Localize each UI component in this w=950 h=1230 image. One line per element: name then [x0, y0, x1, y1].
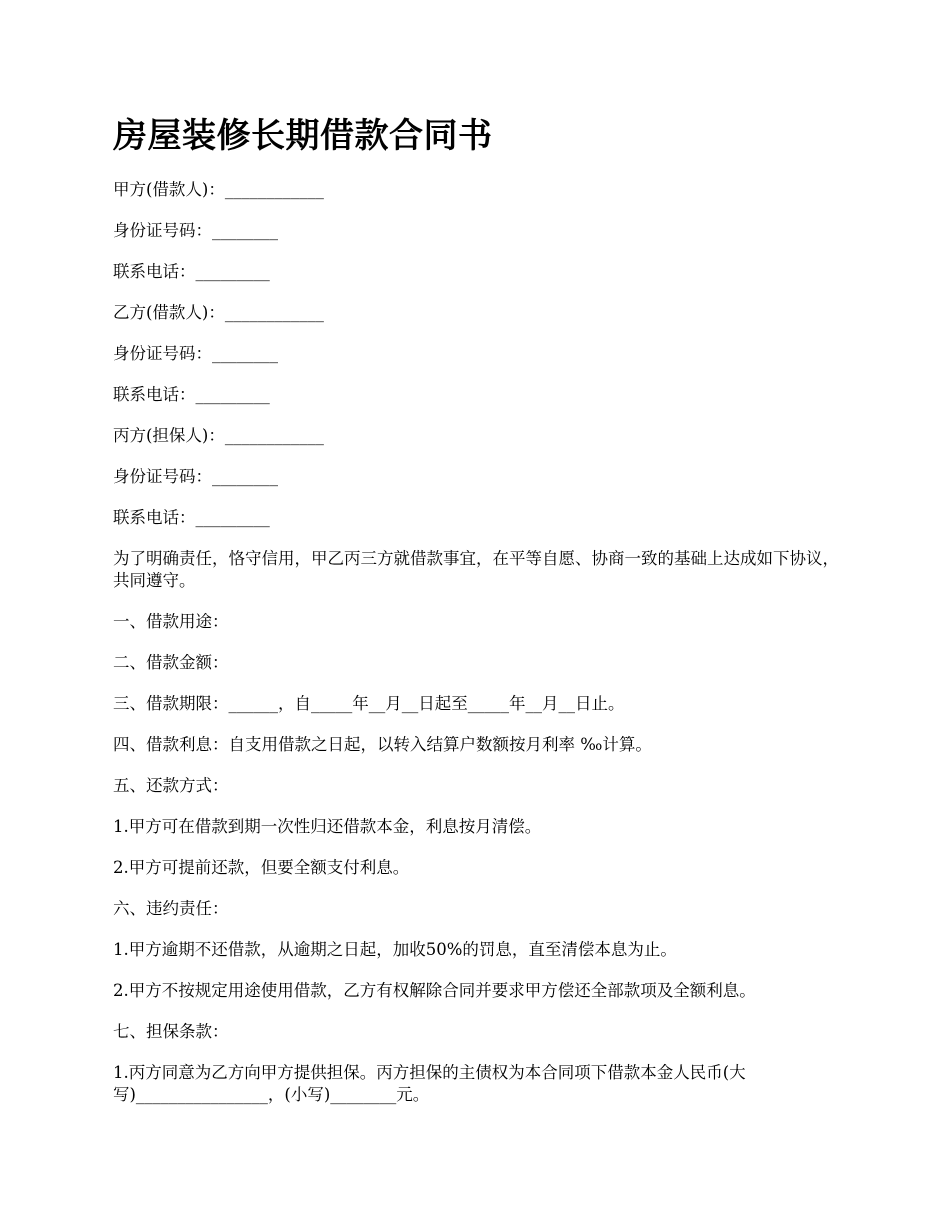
document-title: 房屋装修长期借款合同书	[113, 116, 493, 156]
preamble-paragraph: 为了明确责任，恪守信用，甲乙丙三方就借款事宜，在平等自愿、协商一致的基础上达成如下协议，共同遵守。	[113, 549, 839, 590]
section-heading-liability: 六、违约责任：	[113, 899, 229, 918]
party-c-phone: 联系电话：_________	[113, 508, 270, 527]
section-interest: 四、借款利息：自支用借款之日起，以转入结算户数额按月利率 ‰计算。	[113, 735, 652, 754]
section-loan-term: 三、借款期限：______，自_____年__月__日起至_____年__月__日止。	[113, 694, 625, 713]
party-a-name: 甲方(借款人)：____________	[113, 180, 324, 199]
party-b-name: 乙方(借款人)：____________	[113, 303, 324, 322]
repayment-clause-1: 1.甲方可在借款到期一次性归还借款本金，利息按月清偿。	[113, 817, 542, 836]
party-c-name: 丙方(担保人)：____________	[113, 426, 324, 445]
party-b-phone: 联系电话：_________	[113, 385, 270, 404]
party-b-id-number: 身份证号码：________	[113, 344, 278, 363]
section-heading-amount: 二、借款金额：	[113, 653, 229, 672]
party-a-phone: 联系电话：_________	[113, 262, 270, 281]
repayment-clause-2: 2.甲方可提前还款，但要全额支付利息。	[113, 858, 410, 877]
section-heading-purpose: 一、借款用途：	[113, 612, 229, 631]
party-c-id-number: 身份证号码：________	[113, 467, 278, 486]
section-heading-guarantee: 七、担保条款：	[113, 1022, 229, 1041]
liability-clause-2: 2.甲方不按规定用途使用借款，乙方有权解除合同并要求甲方偿还全部款项及全额利息。	[113, 981, 756, 1000]
document-page	[113, 112, 843, 1125]
party-a-id-number: 身份证号码：________	[113, 221, 278, 240]
guarantee-clause-1: 1.丙方同意为乙方向甲方提供担保。丙方担保的主债权为本合同项下借款本金人民币(大写)________________，(小写)________元。	[113, 1063, 746, 1104]
section-heading-repayment: 五、还款方式：	[113, 776, 229, 795]
liability-clause-1: 1.甲方逾期不还借款，从逾期之日起，加收50%的罚息，直至清偿本息为止。	[113, 940, 677, 959]
